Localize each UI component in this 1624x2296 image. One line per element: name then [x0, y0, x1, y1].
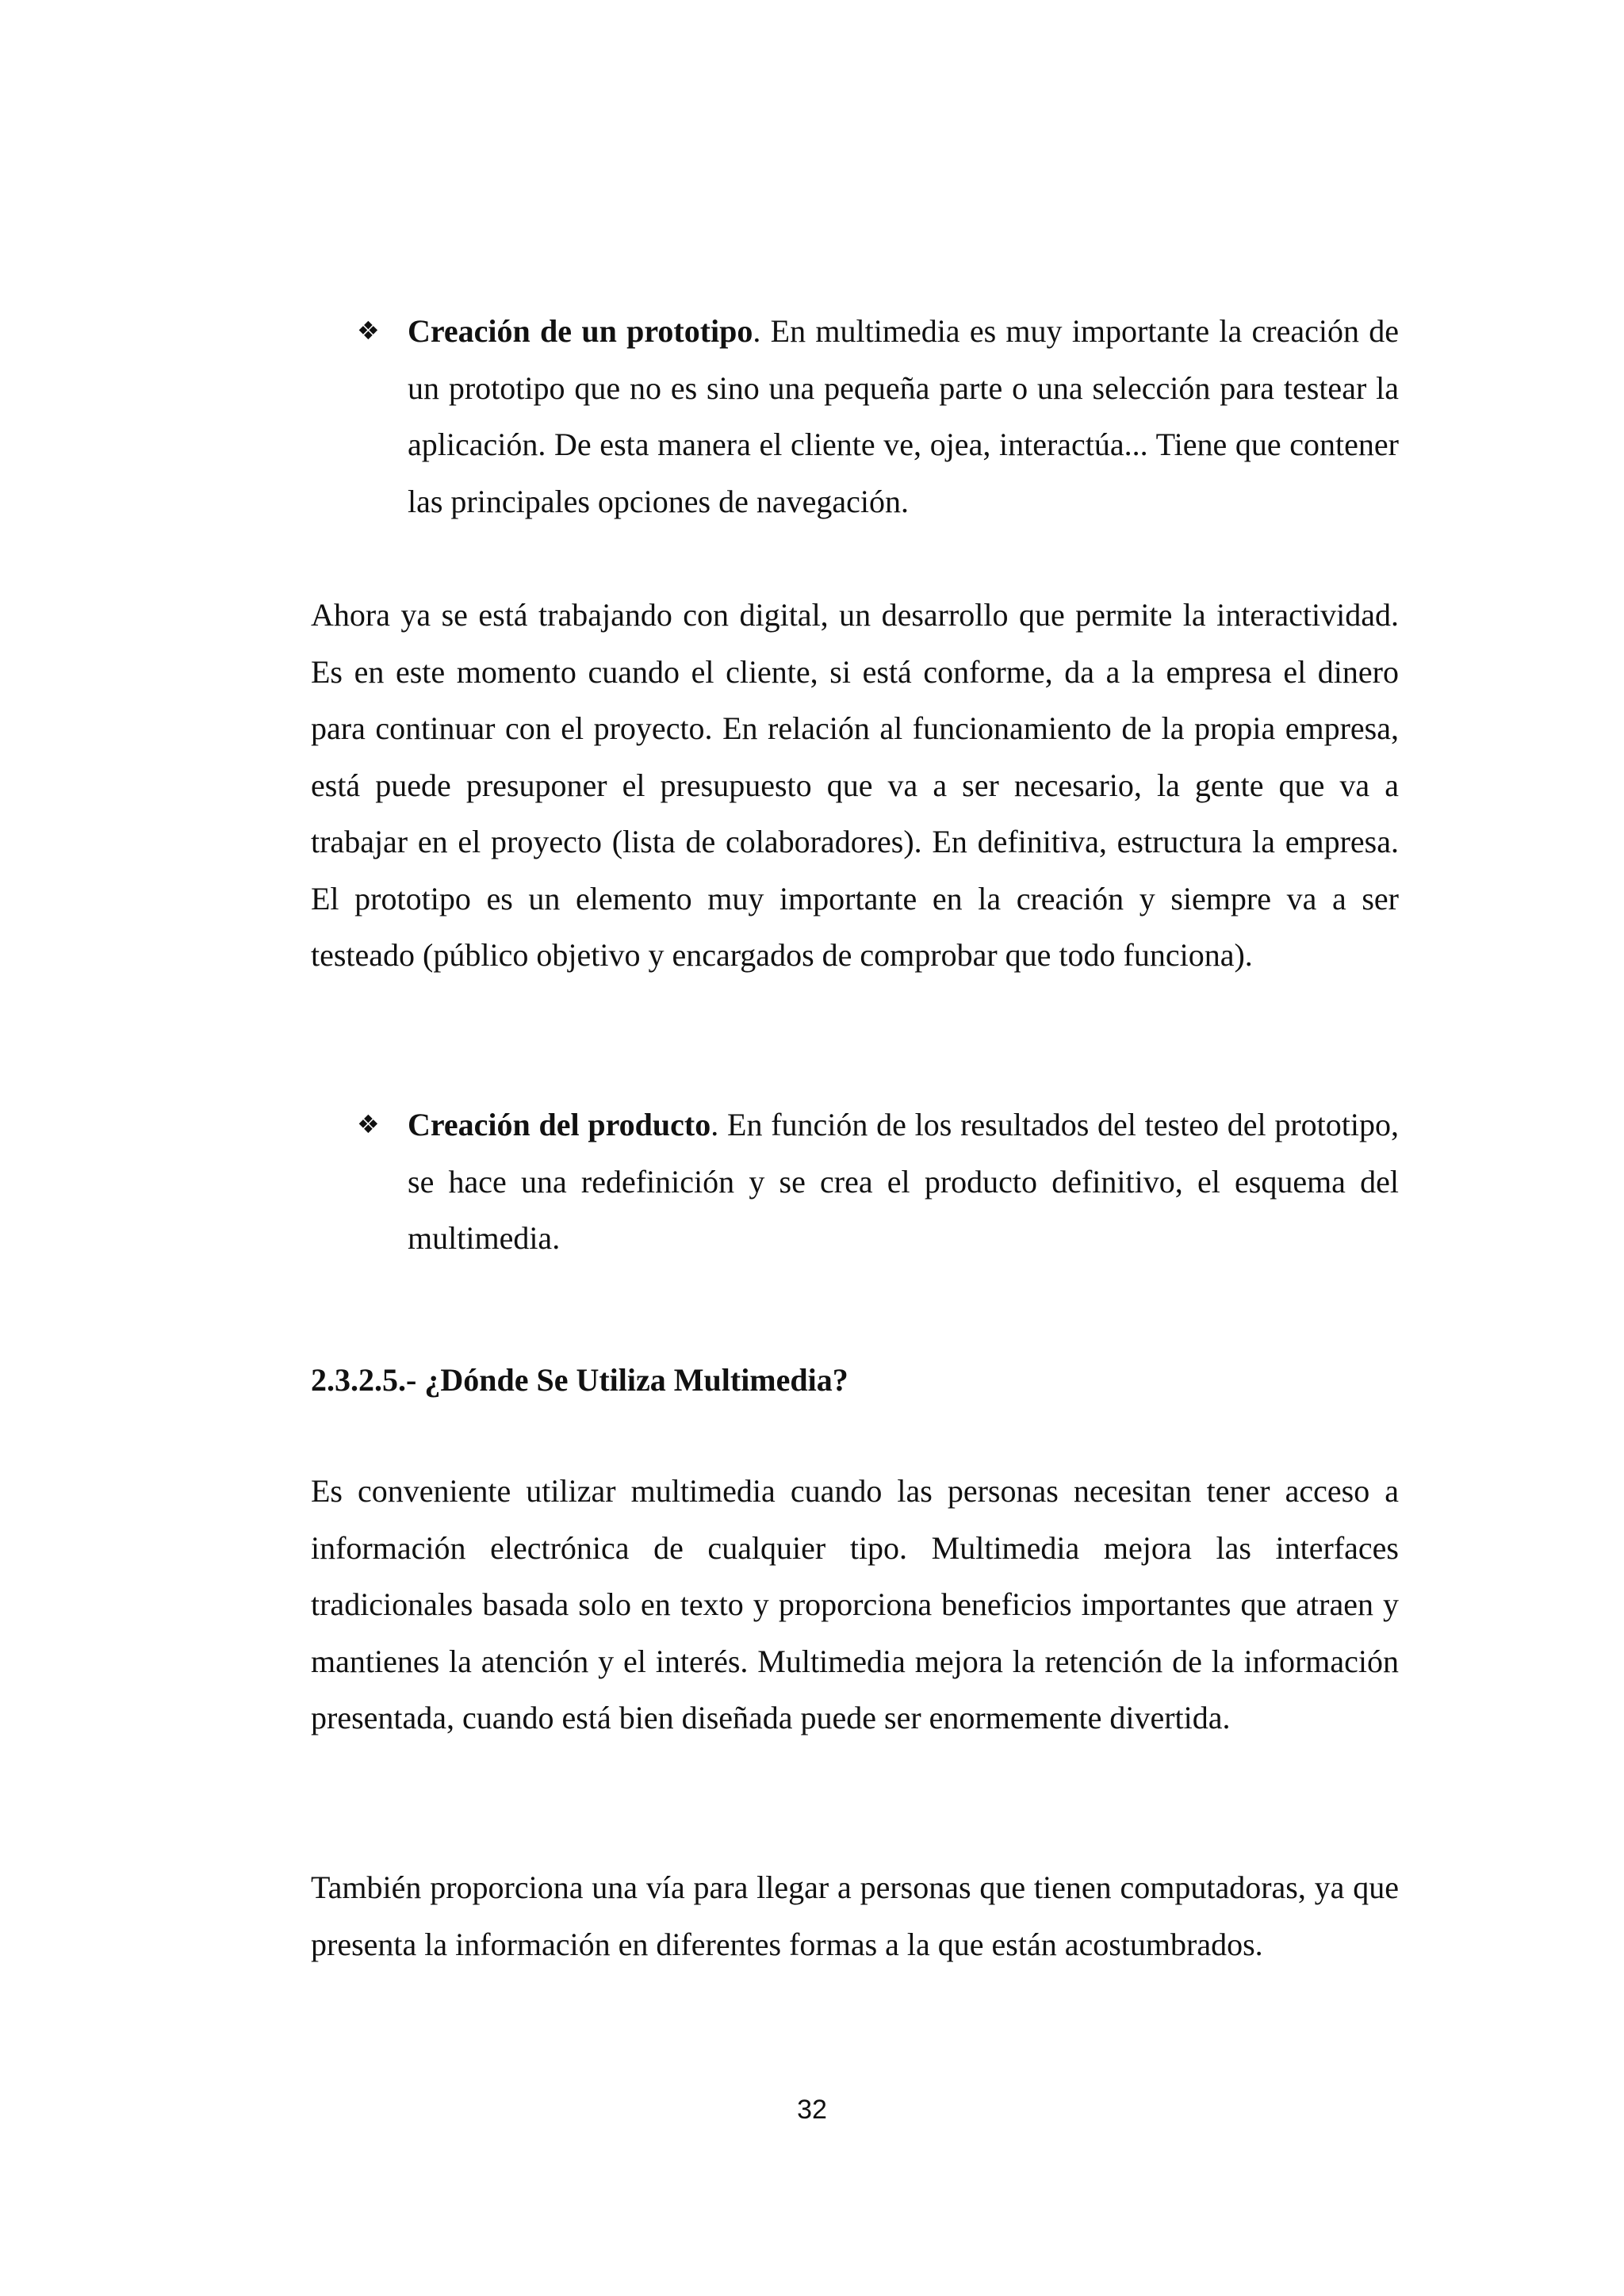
diamond-bullet-icon: ❖: [357, 316, 380, 346]
section-heading: 2.3.2.5.- ¿Dónde Se Utiliza Multimedia?: [311, 1362, 848, 1398]
bullet-content: [408, 1096, 1399, 1267]
paragraph-prototype-stage: Ahora ya se está trabajando con digital, un desarrollo que permite la interactividad. Es en este momento cuando el cliente, si está conforme, da a la empresa el dinero para continuar con el proyecto. En relación al funcionamiento de la propia empresa, está puede presuponer el presupuesto que va a ser necesario, la gente que va a trabajar en el proyecto (lista de colaboradores). En definitiva, estructura la empresa. El prototipo es un elemento muy importante en la creación y siempre va a ser testeado (público objetivo y encargados de comprobar que todo funciona).: [311, 597, 1399, 973]
bullet-term: Creación del producto: [408, 1107, 711, 1142]
bullet-text: . En función de los resultados del testeo del prototipo, se hace una redefinición y se crea el producto definitivo, el esquema del multimedia.: [408, 1107, 1400, 1256]
paragraph-where-multimedia: Es conveniente utilizar multimedia cuando las personas necesitan tener acceso a información electrónica de cualquier tipo. Multimedia mejora las interfaces tradicionales basada solo en texto y proporciona beneficios importantes que atraen y mantienes la atención y el interés. Multimedia mejora la retención de la información presentada, cuando está bien diseñada puede ser enormemente divertida.: [311, 1473, 1399, 1735]
bullet-content: [408, 303, 1399, 530]
diamond-bullet-icon: ❖: [357, 1109, 380, 1139]
paragraph-also: También proporciona una vía para llegar a personas que tienen computadoras, ya que presenta la información en diferentes formas a la que están acostumbrados.: [311, 1869, 1399, 1962]
page-number: 32: [797, 2095, 827, 2125]
bullet-item-prototype: [357, 303, 1399, 530]
bullet-item-product: [357, 1096, 1399, 1267]
bullet-text: . En multimedia es muy importante la creación de un prototipo que no es sino una pequeña parte o una selección para testear la aplicación. De esta manera el cliente ve, ojea, interactúa... Tiene que contener las principales opciones de navegación.: [408, 313, 1400, 519]
bullet-term: Creación de un prototipo: [408, 313, 753, 349]
